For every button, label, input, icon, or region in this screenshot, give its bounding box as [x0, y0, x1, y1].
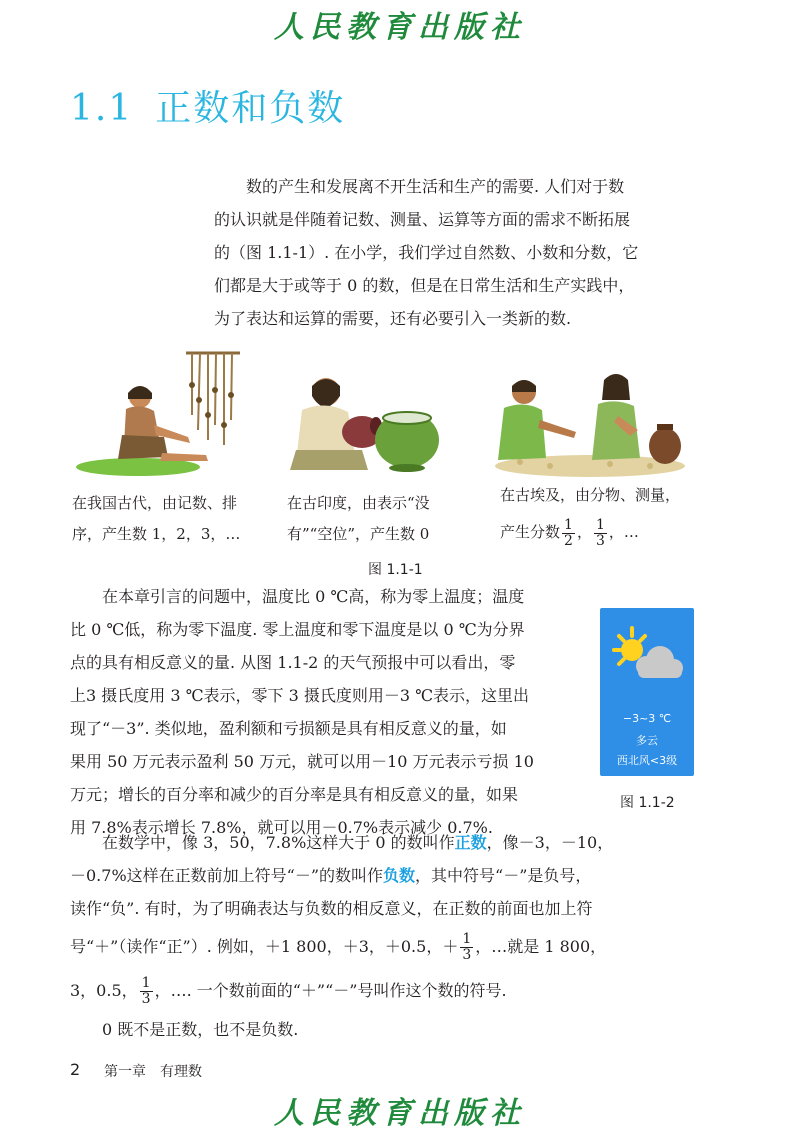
text-segment: ，像－3，－10，: [486, 833, 614, 852]
caption-line: 在我国古代，由记数、排: [72, 494, 238, 512]
paragraph-line: 0 既不是正数，也不是负数.: [102, 1020, 299, 1039]
fraction-numerator: 1: [462, 931, 472, 947]
page-number: 2: [70, 1060, 81, 1079]
intro-line: 的（图 1.1-1）. 在小学，我们学过自然数、小数和分数，它: [214, 243, 639, 262]
paragraph-line: 比 0 ℃低，称为零下温度. 零上温度和零下温度是以 0 ℃为分界: [70, 620, 525, 639]
fraction-numerator: 1: [564, 516, 573, 533]
paragraph-line: 现了“－3”. 类似地，盈利额和亏损额是具有相反意义的量，如: [70, 719, 507, 738]
definition-paragraph: [70, 826, 700, 1013]
caption-text: 产生分数: [500, 523, 561, 541]
fraction-one-third: [594, 518, 607, 549]
fraction-denominator: 3: [595, 532, 605, 549]
text-segment: ，…. 一个数前面的“＋”“－”号叫作这个数的符号.: [154, 981, 507, 1000]
paragraph-line: 用 7.8%表示增长 7.8%，就可以用－0.7%表示减少 0.7%.: [70, 818, 493, 837]
fraction-one-third: [460, 932, 473, 963]
partly-cloudy-icon: [608, 624, 688, 686]
text-segment: 号“＋”（读作“正”）. 例如，＋1 800，＋3，＋0.5，＋: [70, 937, 459, 956]
text-segment: 在数学中，像 3，50，7.8%这样大于 0 的数叫作: [102, 833, 455, 852]
publisher-header: 人民教育出版社: [274, 10, 526, 45]
paragraph-line: [70, 925, 700, 969]
section-number: 1.1: [70, 88, 134, 129]
zero-paragraph: [70, 1013, 700, 1046]
intro-paragraph: [214, 170, 696, 335]
publisher-footer: 人民教育出版社: [274, 1096, 526, 1131]
fraction-one-half: [562, 518, 575, 549]
paragraph-line: [70, 969, 700, 1013]
text-segment: ，…就是 1 800，: [475, 937, 607, 956]
weather-condition: 多云: [636, 734, 658, 747]
paragraph-line: 读作“负”. 有时，为了明确表达与负数的相反意义，在正数的前面也加上符: [70, 899, 593, 918]
weather-forecast-card: [600, 608, 694, 776]
text-segment: －0.7%这样在正数前加上符号“－”的数叫作: [70, 866, 384, 885]
caption-line: [500, 517, 680, 549]
paragraph-line: 上3 摄氏度用 3 ℃表示，零下 3 摄氏度则用－3 ℃表示，这里出: [70, 686, 530, 705]
intro-line: 的认识就是伴随着记数、测量、运算等方面的需求不断拓展: [214, 210, 631, 229]
temperature-paragraph: [70, 580, 595, 844]
section-heading: 正数和负数: [155, 88, 346, 129]
intro-line: 们都是大于或等于 0 的数，但是在日常生活和生产实践中，: [214, 276, 635, 295]
paragraph-line: [70, 859, 700, 892]
fraction-denominator: 3: [462, 947, 472, 963]
caption-egypt: [500, 480, 680, 549]
caption-india: [287, 488, 430, 550]
caption-separator: ，: [576, 523, 592, 541]
fraction-denominator: 2: [564, 532, 573, 549]
caption-china: [72, 488, 240, 550]
paragraph-line: [70, 826, 700, 859]
intro-line: 数的产生和发展离不开生活和生产的需要. 人们对于数: [246, 177, 625, 196]
paragraph-line: 点的具有相反意义的量. 从图 1.1-2 的天气预报中可以看出，零: [70, 653, 516, 672]
fraction-numerator: 1: [595, 516, 605, 533]
text-segment: ，其中符号“－”是负号，: [415, 866, 592, 885]
weather-temperature: −3~3 ℃: [622, 712, 672, 725]
figure-label: 图 1.1-1: [368, 562, 423, 578]
caption-line: 序，产生数 1，2，3，…: [72, 525, 241, 543]
caption-line: 有”“空位”，产生数 0: [287, 525, 430, 543]
caption-line: 在古埃及，由分物、测量，: [500, 486, 681, 504]
text-segment: 3，0.5，: [70, 981, 138, 1000]
paragraph-line: 万元；增长的百分率和减少的百分率是具有相反意义的量，如果: [70, 785, 519, 804]
section-title: [70, 80, 367, 131]
weather-wind: 西北风<3级: [616, 754, 678, 767]
caption-text: ，…: [608, 523, 639, 541]
term-negative-number: 负数: [383, 866, 416, 885]
fraction-one-third: [140, 976, 153, 1007]
intro-line: 为了表达和运算的需要，还有必要引入一类新的数.: [214, 309, 572, 328]
caption-line: 在古印度，由表示“没: [287, 494, 430, 512]
fraction-denominator: 3: [141, 991, 151, 1007]
illustration-ancient-china: [68, 345, 248, 485]
fraction-numerator: 1: [141, 975, 151, 991]
paragraph-line: 在本章引言的问题中，温度比 0 ℃高，称为零上温度；温度: [102, 587, 525, 606]
chapter-title: 第一章 有理数: [104, 1064, 202, 1080]
figure-label: 图 1.1-2: [620, 795, 675, 811]
term-positive-number: 正数: [454, 833, 487, 852]
paragraph-line: 果用 50 万元表示盈利 50 万元，就可以用－10 万元表示亏损 10: [70, 752, 534, 771]
